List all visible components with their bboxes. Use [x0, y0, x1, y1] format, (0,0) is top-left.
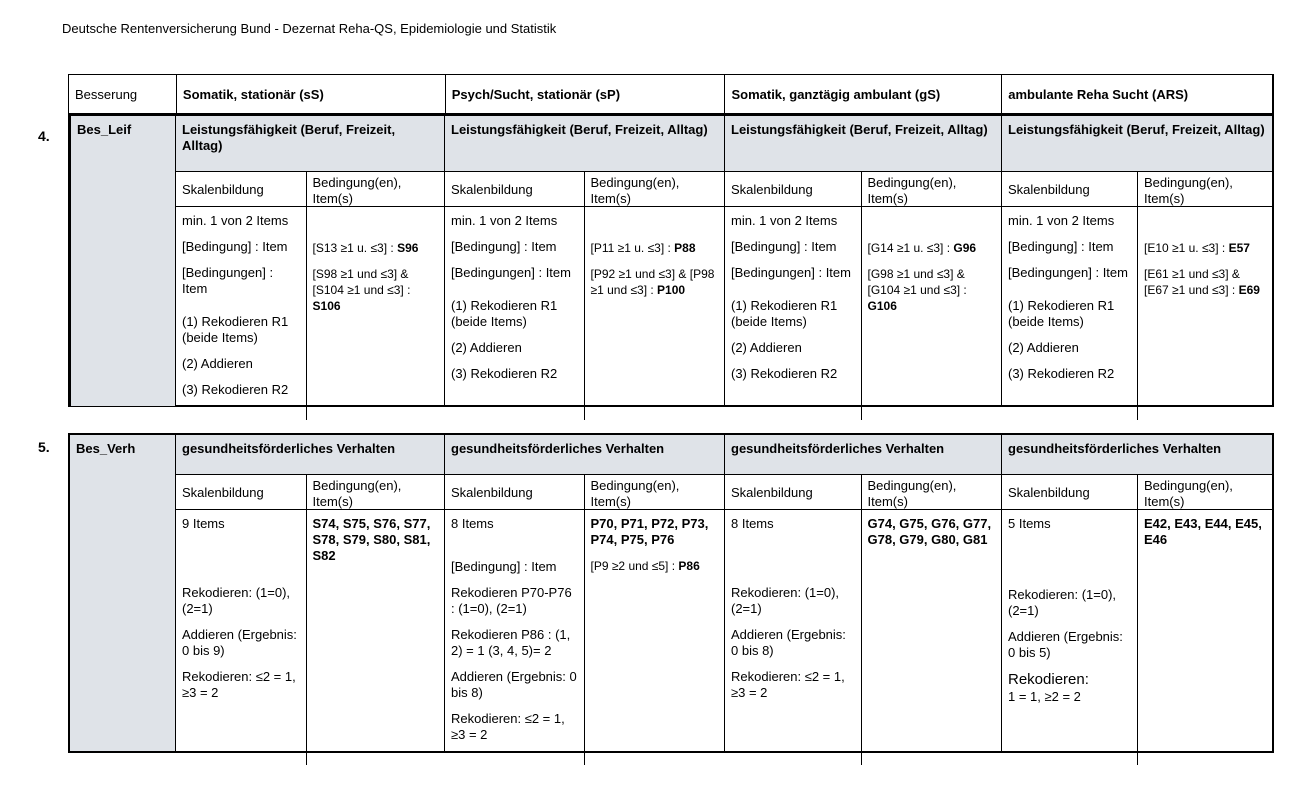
skalen-bed1: [Bedingung] : Item [1008, 239, 1114, 254]
cond-text: [P9 ≥2 und ≤5] : [590, 559, 679, 573]
rekodieren-3: Rekodieren: ≤2 = 1, ≥3 = 2 [451, 711, 565, 742]
items-count: 5 Items [1008, 516, 1051, 531]
items-count: 8 Items [731, 516, 774, 531]
col-ss-5 [176, 435, 445, 751]
cond-text: [G14 ≥1 u. ≤3] : [867, 241, 954, 255]
sub-bed: Bedingung(en), Item(s) [312, 478, 402, 509]
cond-text: [P11 ≥1 u. ≤3] : [590, 241, 675, 255]
row-label-bes-verh: Bes_Verh [69, 435, 176, 751]
skalen-bed2: [Bedingungen] : Item [731, 265, 851, 280]
row-number-4: 4. [38, 128, 50, 144]
column-header-row [69, 75, 1272, 114]
sub-bed: Bedingung(en), Item(s) [590, 175, 680, 206]
cond-item: P86 [678, 559, 700, 573]
cond-text: [S13 ≥1 u. ≤3] : [312, 241, 398, 255]
skalen-add: (2) Addieren [731, 340, 802, 355]
skalen-r2: (3) Rekodieren R2 [1008, 366, 1115, 381]
rekodieren-2: Rekodieren: ≤2 = 1, ≥3 = 2 [182, 669, 296, 700]
cond-text: [E10 ≥1 u. ≤3] : [1144, 241, 1229, 255]
skalen-add: (2) Addieren [451, 340, 522, 355]
title-ss-5: gesundheitsförderliches Verhalten [176, 435, 444, 475]
addieren: Addieren (Ergebnis: 0 bis 8) [731, 627, 846, 658]
rekodieren-2: Rekodieren P86 : (1, 2) = 1 (3, 4, 5)= 2 [451, 627, 571, 658]
cond-item: S96 [397, 241, 419, 255]
header-label: Besserung [69, 75, 177, 113]
skalen-r1: (1) Rekodieren R1 (beide Items) [451, 298, 558, 329]
cond-item: E69 [1238, 283, 1260, 297]
skalen-r2: (3) Rekodieren R2 [731, 366, 838, 381]
items-list: P70, P71, P72, P73, P74, P75, P76 [590, 516, 709, 547]
table-row-4 [68, 74, 1274, 407]
cond-item: P88 [674, 241, 696, 255]
addieren: Addieren (Ergebnis: 0 bis 8) [451, 669, 577, 700]
skalen-r1: (1) Rekodieren R1 (beide Items) [1008, 298, 1115, 329]
skalen-r2: (3) Rekodieren R2 [182, 382, 289, 397]
title-ars-4: Leistungsfähigkeit (Beruf, Freizeit, Alltag) [1002, 116, 1272, 172]
title-ss-4: Leistungsfähigkeit (Beruf, Freizeit, Alltag) [176, 116, 444, 172]
sub-bed: Bedingung(en), Item(s) [1144, 478, 1233, 509]
sub-bed: Bedingung(en), Item(s) [312, 175, 402, 206]
header-ars: ambulante Reha Sucht (ARS) [1008, 87, 1189, 102]
items-count: 9 Items [182, 516, 225, 531]
sub-skalen: Skalenbildung [1002, 475, 1138, 509]
sub-skalen: Skalenbildung [1002, 172, 1138, 206]
title-sp-4: Leistungsfähigkeit (Beruf, Freizeit, Alltag) [445, 116, 724, 172]
skalen-bed2: [Bedingungen] : Item [451, 265, 571, 280]
col-ars-5 [1002, 435, 1272, 751]
sub-skalen: Skalenbildung [176, 172, 307, 206]
title-ars-5: gesundheitsförderliches Verhalten [1002, 435, 1272, 475]
cond-item: G96 [953, 241, 977, 255]
cond-text: [E61 ≥1 und ≤3] & [E67 ≥1 und ≤3] : [1144, 267, 1240, 297]
table-row-5 [68, 433, 1274, 753]
addieren: Addieren (Ergebnis: 0 bis 9) [182, 627, 297, 658]
skalen-r2: (3) Rekodieren R2 [451, 366, 558, 381]
col-sp-4 [445, 114, 725, 406]
cond-text: [G98 ≥1 und ≤3] & [G104 ≥1 und ≤3] : [867, 267, 967, 297]
sub-skalen: Skalenbildung [176, 475, 307, 509]
skalen-add: (2) Addieren [1008, 340, 1079, 355]
skalen-add: (2) Addieren [182, 356, 253, 371]
cond-text: [S98 ≥1 und ≤3] & [S104 ≥1 und ≤3] : [312, 267, 411, 297]
col-gs-4 [725, 114, 1002, 406]
title-sp-5: gesundheitsförderliches Verhalten [445, 435, 724, 475]
col-sp-5 [445, 435, 725, 751]
sub-bed: Bedingung(en), Item(s) [867, 478, 957, 509]
cond-text: [P92 ≥1 und ≤3] & [P98 ≥1 und ≤3] : [590, 267, 715, 297]
title-gs-5: gesundheitsförderliches Verhalten [725, 435, 1001, 475]
header-sp: Psych/Sucht, stationär (sP) [446, 75, 726, 113]
rekodieren-2: Rekodieren: ≤2 = 1, ≥3 = 2 [731, 669, 845, 700]
addieren: Addieren (Ergebnis: 0 bis 5) [1008, 629, 1123, 660]
bedingung: [Bedingung] : Item [451, 559, 557, 574]
rekodieren-1: Rekodieren P70-P76 : (1=0), (2=1) [451, 585, 572, 616]
sub-bed: Bedingung(en), Item(s) [590, 478, 680, 509]
header-gs: Somatik, ganztägig ambulant (gS) [725, 75, 1002, 113]
items-list: E42, E43, E44, E45, E46 [1144, 516, 1262, 547]
row-label-bes-leif: Bes_Leif [69, 114, 176, 406]
rekodieren-1: Rekodieren: (1=0), (2=1) [731, 585, 840, 616]
skalen-bed1: [Bedingung] : Item [731, 239, 837, 254]
rekodieren-2: Rekodieren: [1008, 671, 1089, 688]
col-ars-4 [1002, 114, 1272, 406]
skalen-bed1: [Bedingung] : Item [451, 239, 557, 254]
skalen-bed1: [Bedingung] : Item [182, 239, 288, 254]
sub-skalen: Skalenbildung [445, 475, 585, 509]
row-number-5: 5. [38, 439, 50, 455]
skalen-min: min. 1 von 2 Items [731, 213, 838, 228]
cond-item: G106 [867, 299, 897, 313]
sub-skalen: Skalenbildung [725, 172, 862, 206]
sub-skalen: Skalenbildung [445, 172, 585, 206]
items-count: 8 Items [451, 516, 494, 531]
page-header: Deutsche Rentenversicherung Bund - Dezernat Reha-QS, Epidemiologie und Statistik [62, 21, 557, 36]
title-gs-4: Leistungsfähigkeit (Beruf, Freizeit, Alltag) [725, 116, 1001, 172]
skalen-min: min. 1 von 2 Items [182, 213, 289, 228]
sub-bed: Bedingung(en), Item(s) [1144, 175, 1233, 206]
skalen-bed2: [Bedingungen] : Item [182, 265, 274, 296]
skalen-r1: (1) Rekodieren R1 (beide Items) [731, 298, 838, 329]
skalen-bed2: [Bedingungen] : Item [1008, 265, 1128, 280]
skalen-min: min. 1 von 2 Items [1008, 213, 1115, 228]
col-gs-5 [725, 435, 1002, 751]
items-list: G74, G75, G76, G77, G78, G79, G80, G81 [867, 516, 992, 547]
rekodieren-1: Rekodieren: (1=0), (2=1) [1008, 587, 1117, 618]
col-ss-4 [176, 114, 445, 406]
skalen-min: min. 1 von 2 Items [451, 213, 558, 228]
rekodieren-1: Rekodieren: (1=0), (2=1) [182, 585, 291, 616]
sub-bed: Bedingung(en), Item(s) [867, 175, 957, 206]
header-ss: Somatik, stationär (sS) [177, 75, 446, 113]
items-list: S74, S75, S76, S77, S78, S79, S80, S81, S82 [312, 516, 431, 563]
sub-skalen: Skalenbildung [725, 475, 862, 509]
skalen-r1: (1) Rekodieren R1 (beide Items) [182, 314, 289, 345]
cond-item: S106 [312, 299, 341, 313]
cond-item: P100 [657, 283, 686, 297]
rekodieren-2-values: 1 = 1, ≥2 = 2 [1008, 689, 1081, 704]
cond-item: E57 [1228, 241, 1250, 255]
